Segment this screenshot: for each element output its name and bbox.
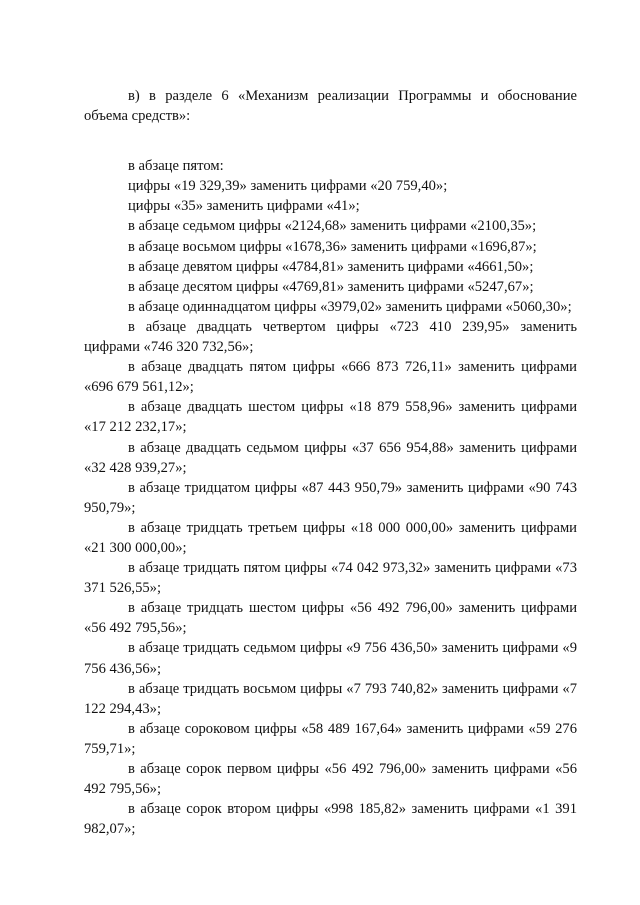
- paragraph-item: в абзаце двадцать пятом цифры «666 873 726,11» заменить цифрами «696 679 561,12»;: [84, 359, 577, 396]
- paragraph-item: в абзаце восьмом цифры «1678,36» заменить цифрами «1696,87»;: [128, 238, 537, 255]
- paragraph-item: в абзаце сороковом цифры «58 489 167,64» заменить цифрами «59 276 759,71»;: [84, 720, 577, 757]
- paragraph-item: в абзаце девятом цифры «4784,81» заменить цифрами «4661,50»;: [128, 258, 534, 275]
- paragraph-item: в абзаце тридцать третьем цифры «18 000 000,00» заменить цифрами «21 300 000,00»;: [84, 519, 577, 556]
- paragraph-item: в абзаце тридцать шестом цифры «56 492 796,00» заменить цифрами «56 492 795,56»;: [84, 600, 577, 637]
- paragraph-item: в абзаце сорок втором цифры «998 185,82» заменить цифрами «1 391 982,07»;: [84, 801, 577, 838]
- paragraph-item: в абзаце седьмом цифры «2124,68» заменить цифрами «2100,35»;: [128, 218, 537, 235]
- paragraph-gap: [84, 126, 577, 156]
- paragraph-item: в абзаце десятом цифры «4769,81» заменить цифрами «5247,67»;: [128, 278, 534, 295]
- paragraph-item: в абзаце тридцать седьмом цифры «9 756 436,50» заменить цифрами «9 756 436,56»;: [84, 640, 577, 677]
- paragraph-item: цифры «19 329,39» заменить цифрами «20 759,40»;: [128, 178, 448, 195]
- paragraph-item: в абзаце двадцать четвертом цифры «723 410 239,95» заменить цифрами «746 320 732,56»;: [84, 318, 577, 356]
- paragraph-item: в абзаце двадцать шестом цифры «18 879 558,96» заменить цифрами «17 212 232,17»;: [84, 399, 577, 436]
- paragraph-item: в абзаце тридцать восьмом цифры «7 793 740,82» заменить цифрами «7 122 294,43»;: [84, 680, 577, 717]
- paragraph-item: в абзаце тридцать пятом цифры «74 042 973,32» заменить цифрами «73 371 526,55»;: [84, 560, 577, 597]
- paragraph-item: в абзаце двадцать седьмом цифры «37 656 954,88» заменить цифрами «32 428 939,27»;: [84, 439, 577, 476]
- paragraph-item: в абзаце сорок первом цифры «56 492 796,00» заменить цифрами «56 492 795,56»;: [84, 761, 577, 798]
- paragraph-item: в абзаце одиннадцатом цифры «3979,02» заменить цифрами «5060,30»;: [128, 298, 572, 315]
- document-page: [84, 86, 577, 839]
- paragraph-item: цифры «35» заменить цифрами «41»;: [128, 198, 360, 215]
- paragraph-item: в абзаце пятом:: [128, 158, 224, 175]
- intro-paragraph: в) в разделе 6 «Механизм реализации Программы и обоснование объема средств»:: [84, 88, 577, 125]
- paragraph-item: в абзаце тридцатом цифры «87 443 950,79» заменить цифрами «90 743 950,79»;: [84, 479, 577, 516]
